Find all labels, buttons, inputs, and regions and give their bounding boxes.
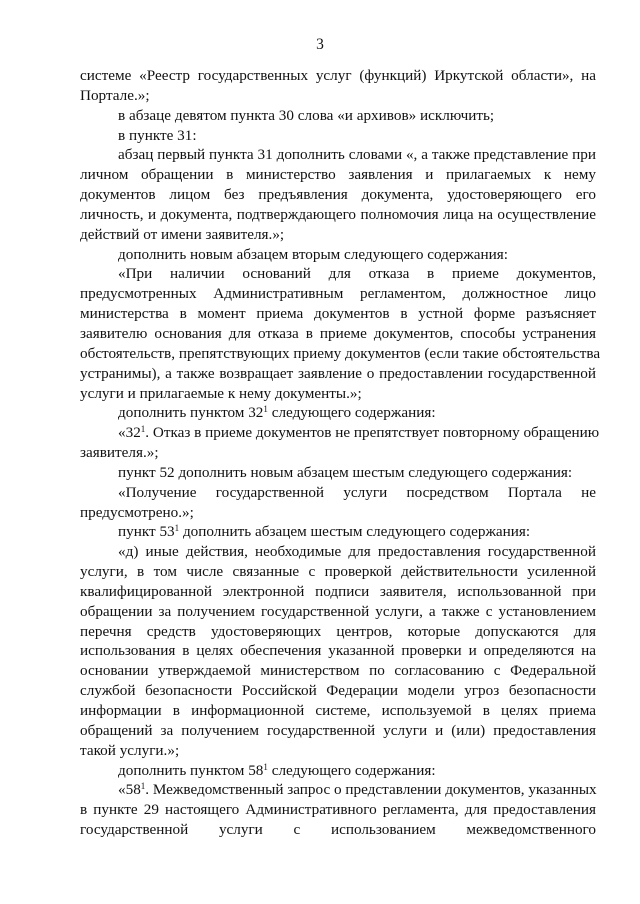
text-line-content: системе «Реестр государственных услуг (функций) Иркутской области», на	[80, 67, 596, 84]
text-line	[80, 106, 596, 126]
text-line-content: министерства в момент приема документов в устной форме разъясняет	[80, 305, 596, 323]
text-line-content: государственной услуги с использованием межведомственного	[80, 821, 596, 839]
text-line-continuation: следующего содержания:	[267, 404, 436, 422]
page-number: 3	[316, 36, 324, 53]
text-line-content: абзац первый пункта 31 дополнить словами «, а также представление при	[118, 146, 596, 164]
text-line-continuation: следующего содержания:	[267, 761, 436, 779]
text-line	[80, 681, 596, 701]
text-line	[80, 126, 596, 146]
text-line-content: перечня средств удостоверяющих центров, которые допускаются для	[80, 622, 596, 640]
text-line	[80, 622, 596, 642]
text-line	[80, 820, 596, 840]
text-line-content: предусмотренных Административным регламентом, должностное лицо	[80, 285, 596, 303]
text-line	[80, 761, 596, 781]
text-line-content: «32	[118, 424, 141, 442]
superscript-index: 1	[140, 424, 146, 435]
text-line-content: дополнить пунктом 58	[118, 761, 264, 779]
text-line	[80, 225, 596, 245]
text-line-content: устранимы), а также возвращает заявление о предоставлении государственной	[80, 364, 596, 382]
text-line	[80, 165, 596, 185]
text-line-content: использования в целях обеспечения указанной проверки и определяются на	[80, 642, 596, 660]
text-line	[80, 800, 596, 820]
document-body	[80, 66, 601, 840]
text-line-content: пункт 52 дополнить новым абзацем шестым следующего содержания:	[118, 463, 573, 481]
text-line-content: услуги, в том числе связанные с проверкой действительности усиленной	[80, 563, 596, 581]
text-line	[80, 304, 596, 324]
text-line-content: службой безопасности Российской Федерации модели угроз безопасности	[80, 682, 596, 700]
text-line	[80, 205, 596, 225]
text-line-continuation: дополнить абзацем шестым следующего содержания:	[179, 523, 531, 541]
text-line	[80, 463, 596, 483]
text-line	[80, 264, 596, 284]
text-line	[80, 661, 596, 681]
text-line-content: заявителя.»;	[80, 444, 159, 462]
text-line	[80, 443, 596, 463]
text-line-content: в пункте 31:	[118, 126, 197, 144]
text-line-content: обращений за получением государственной услуги и (или) предоставления	[80, 721, 596, 739]
text-line	[80, 364, 596, 384]
text-line-content: заявителю основания для отказа в приеме документов, способы устранения	[80, 324, 596, 342]
superscript-index: 1	[263, 761, 268, 772]
text-line	[80, 641, 596, 661]
text-line	[80, 780, 596, 800]
text-line	[80, 66, 596, 86]
text-line-content: «При наличии оснований для отказа в приеме документов,	[118, 265, 596, 283]
text-line-content: документов лицом без предъявления документа, удостоверяющего его	[80, 186, 596, 204]
text-line-content: информации в информационной системе, используемой в целях приема	[80, 702, 596, 719]
text-line-content: пункт 53	[118, 523, 175, 541]
text-line	[80, 582, 596, 602]
text-line	[80, 721, 596, 741]
text-line-content: дополнить новым абзацем вторым следующего содержания:	[118, 245, 508, 263]
text-line	[80, 284, 596, 304]
text-line	[80, 483, 596, 503]
superscript-index: 1	[174, 523, 180, 534]
text-line	[80, 185, 596, 205]
text-line	[80, 86, 596, 106]
text-line-content: «д) иные действия, необходимые для предоставления государственной	[118, 543, 596, 561]
text-line-content: «58	[118, 781, 141, 799]
text-line-content: обращении за получением государственной услуги, а также с установлением	[80, 602, 596, 620]
text-line	[80, 701, 596, 721]
text-line-continuation: . Отказ в приеме документов не препятствует повторному обращению	[145, 424, 600, 442]
text-line-content: действий от имени заявителя.»;	[80, 225, 285, 243]
text-line-continuation: . Межведомственный запрос о представлении документов, указанных	[145, 781, 597, 799]
text-line	[80, 145, 596, 165]
text-line-content: такой услуги.»;	[80, 741, 180, 759]
text-line	[80, 344, 601, 364]
text-line-content: личном обращении в министерство заявления и прилагаемых к нему	[80, 166, 596, 184]
text-line-content: Портале.»;	[80, 86, 150, 104]
text-line-content: дополнить пунктом 32	[118, 404, 264, 422]
text-line	[80, 562, 596, 582]
text-line	[80, 542, 596, 562]
text-line-content: в пункте 29 настоящего Административного регламента, для предоставления	[80, 801, 596, 819]
text-line	[80, 423, 600, 443]
text-line	[80, 324, 596, 344]
text-line	[80, 384, 596, 404]
text-line	[80, 245, 596, 265]
text-line-content: квалифицированной электронной подписи заявителя, использованной при	[80, 582, 596, 600]
text-line	[80, 503, 596, 523]
text-line-content: «Получение государственной услуги посредством Портала не	[118, 483, 596, 501]
text-line	[80, 403, 596, 423]
text-line-content: личность, и документа, подтверждающего полномочия лица на осуществление	[80, 205, 596, 223]
text-line-content: предусмотрено.»;	[80, 503, 194, 521]
superscript-index: 1	[263, 404, 268, 415]
text-line-content: услуги и прилагаемые к нему документы.»;	[80, 384, 362, 402]
text-line	[80, 741, 596, 761]
text-line	[80, 522, 596, 542]
superscript-index: 1	[140, 781, 146, 792]
text-line-content: в абзаце девятом пункта 30 слова «и архивов» исключить;	[118, 106, 495, 124]
text-line-content: основании утверждаемой министерством по согласованию с Федеральной	[80, 662, 596, 680]
text-line	[80, 602, 596, 622]
text-line-content: обстоятельств, препятствующих приему документов (если такие обстоятельства	[80, 344, 601, 362]
